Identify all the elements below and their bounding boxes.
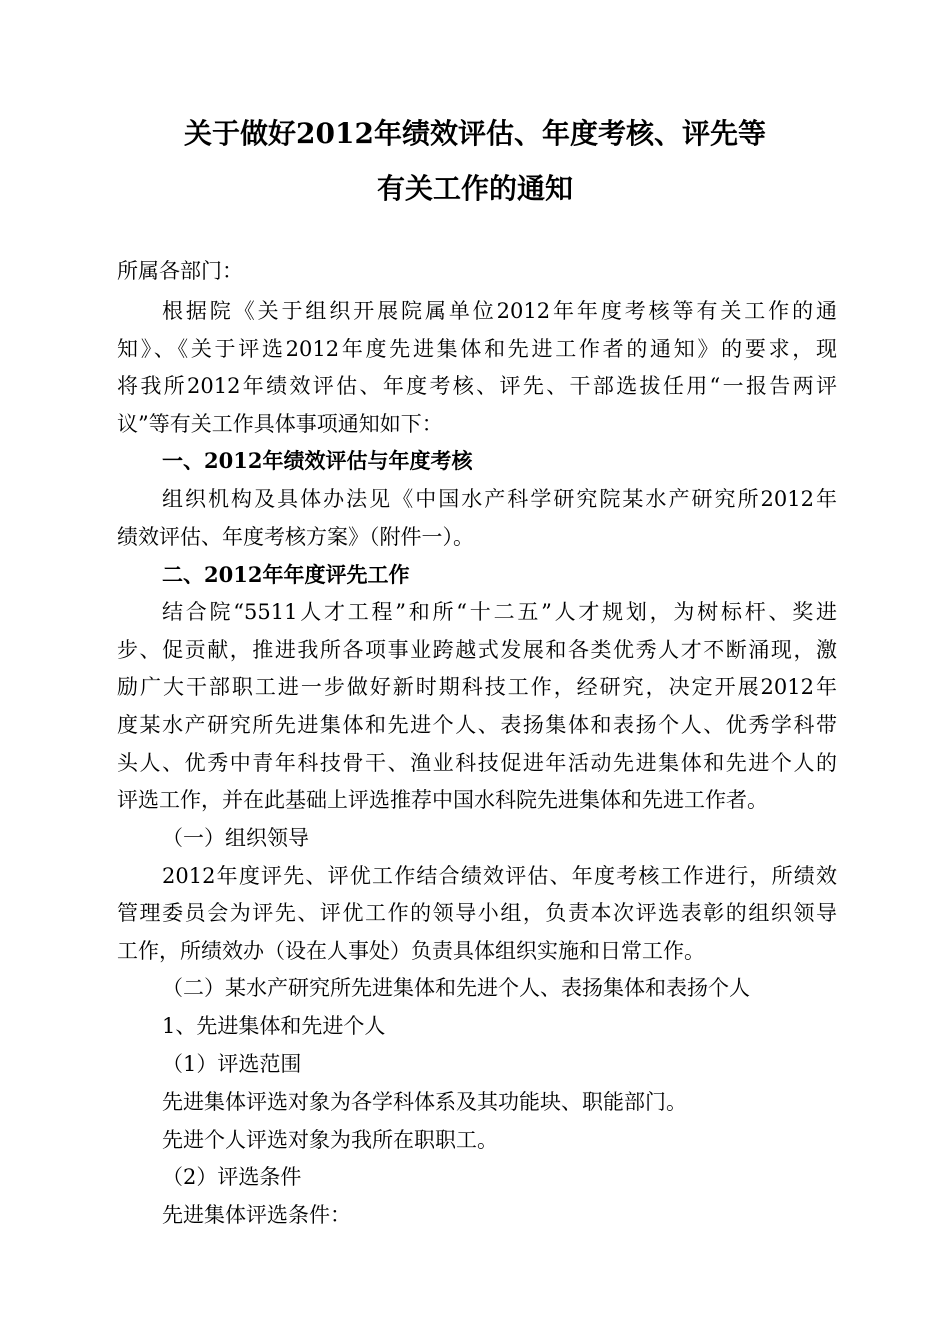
- intro-line-4: 议”等有关工作具体事项通知如下：: [117, 412, 443, 436]
- section-1-line-1: 组织机构及具体办法见《中国水产科学研究院某水产研究所2012年: [162, 487, 837, 511]
- intro-line-1: 根据院《关于组织开展院属单位2012年年度考核等有关工作的通: [162, 299, 837, 323]
- document-title-line-2: 有关工作的通知: [376, 172, 573, 205]
- subsection-1-line-3: 工作，所绩效办（设在人事处）负责具体组织实施和日常工作。: [117, 939, 705, 963]
- scope-line-2: 先进个人评选对象为我所在职职工。: [162, 1128, 498, 1152]
- section-2-line-3: 励广大干部职工进一步做好新时期科技工作，经研究，决定开展2012年: [117, 675, 837, 699]
- section-2-line-6: 评选工作，并在此基础上评选推荐中国水科院先进集体和先进工作者。: [117, 788, 768, 812]
- intro-line-3: 将我所2012年绩效评估、年度考核、评先、干部选拔任用“一报告两评: [117, 374, 837, 398]
- subsection-1-heading: （一）组织领导: [162, 826, 309, 850]
- document-title-line-1: 关于做好2012年绩效评估、年度考核、评先等: [184, 117, 766, 150]
- scope-heading: （1）评选范围: [162, 1052, 302, 1076]
- section-2-line-4: 度某水产研究所先进集体和先进个人、表扬集体和表扬个人、优秀学科带: [117, 713, 837, 737]
- intro-line-2: 知》、《关于评选2012年度先进集体和先进工作者的通知》的要求，现: [117, 337, 837, 361]
- section-2-heading: 二、2012年年度评先工作: [162, 562, 410, 587]
- criteria-intro: 先进集体评选条件：: [162, 1203, 351, 1227]
- section-1-heading: 一、2012年绩效评估与年度考核: [162, 448, 473, 473]
- scope-line-1: 先进集体评选对象为各学科体系及其功能块、职能部门。: [162, 1090, 687, 1114]
- item-1-heading: 1、先进集体和先进个人: [162, 1014, 386, 1038]
- section-2-line-5: 头人、优秀中青年科技骨干、渔业科技促进年活动先进集体和先进个人的: [117, 751, 837, 775]
- criteria-heading: （2）评选条件: [162, 1165, 302, 1189]
- subsection-1-line-1: 2012年度评先、评优工作结合绩效评估、年度考核工作进行，所绩效: [162, 864, 837, 888]
- subsection-2-heading: （二）某水产研究所先进集体和先进个人、表扬集体和表扬个人: [162, 976, 750, 1000]
- section-2-line-1: 结合院“5511人才工程”和所“十二五”人才规划，为树标杆、奖进: [162, 600, 837, 624]
- salutation: 所属各部门：: [117, 259, 243, 283]
- section-1-line-2: 绩效评估、年度考核方案》（附件一）。: [117, 525, 474, 549]
- subsection-1-line-2: 管理委员会为评先、评优工作的领导小组，负责本次评选表彰的组织领导: [117, 901, 837, 925]
- section-2-line-2: 步、促贡献，推进我所各项事业跨越式发展和各类优秀人才不断涌现，激: [117, 638, 837, 662]
